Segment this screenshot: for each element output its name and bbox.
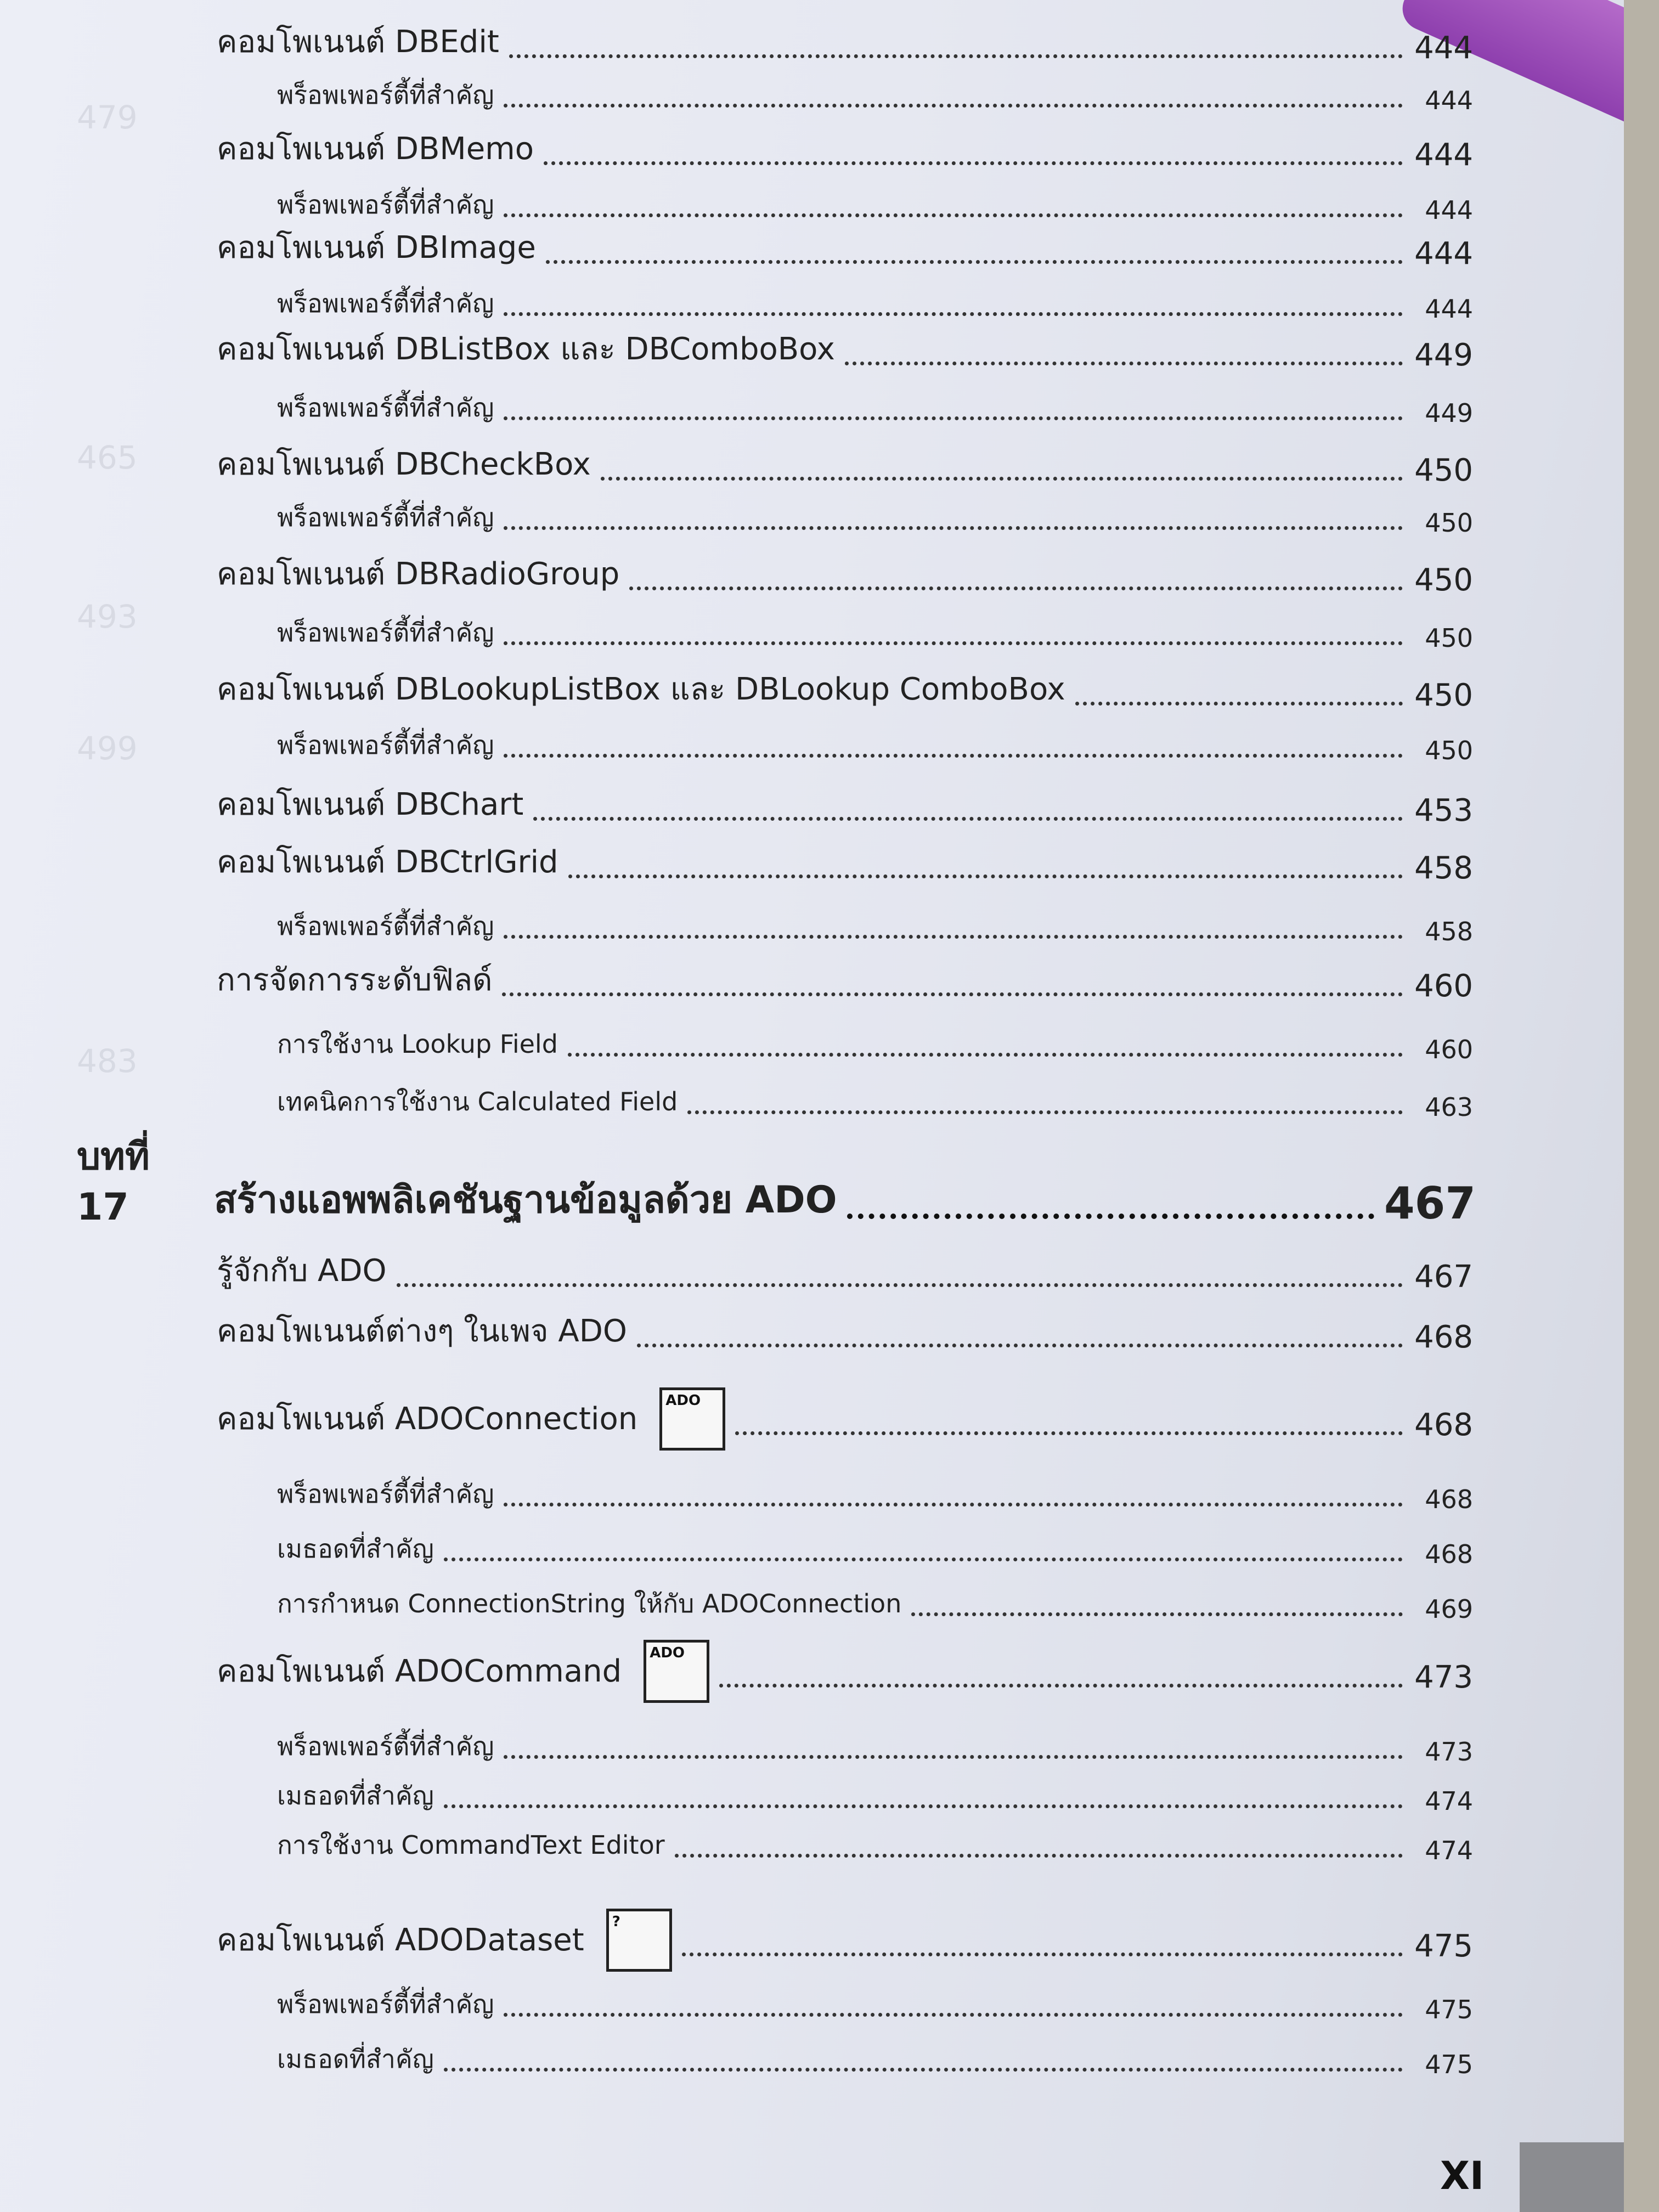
- toc-entry-title: รู้จักกับ ADO: [217, 1253, 387, 1289]
- dot-leader: [504, 312, 1403, 316]
- dot-leader: [502, 992, 1403, 996]
- toc-page-number: 444: [1414, 236, 1473, 272]
- dot-leader: [546, 260, 1403, 264]
- toc-page-number: 473: [1414, 1660, 1473, 1695]
- dot-leader: [845, 362, 1403, 365]
- ado-dataset-icon: [606, 1909, 672, 1972]
- ado-command-icon: [644, 1640, 709, 1703]
- toc-entry: [277, 379, 1473, 428]
- toc-entry-title: คอมโพเนนต์ DBMemo: [217, 131, 534, 167]
- dot-leader: [444, 1804, 1403, 1808]
- toc-entry-title: คอมโพเนนต์ ADOCommand: [217, 1654, 622, 1689]
- toc-entry: [277, 1575, 1473, 1624]
- toc-entry-title: การใช้งาน CommandText Editor: [277, 1830, 665, 1860]
- toc-entry: [217, 664, 1473, 713]
- toc-entry-title: การใช้งาน Lookup Field: [277, 1029, 558, 1059]
- toc-entry: [217, 439, 1473, 488]
- toc-entry: [217, 955, 1473, 1004]
- toc-entry: [217, 1646, 1473, 1695]
- toc-entry: [277, 1717, 1473, 1767]
- dot-leader: [675, 1854, 1403, 1858]
- dot-leader: [504, 641, 1403, 645]
- toc-entry-title: พร็อพเพอร์ตี้ที่สำคัญ: [277, 618, 494, 647]
- ado-connection-icon: [659, 1387, 725, 1451]
- toc-entry: [277, 1975, 1473, 2024]
- toc-entry-title: คอมโพเนนต์ DBRadioGroup: [217, 556, 620, 592]
- toc-entry: [277, 1520, 1473, 1569]
- toc-page-number: 450: [1414, 678, 1473, 713]
- toc-page-number: 474: [1425, 1836, 1473, 1865]
- toc-entry: [217, 779, 1473, 828]
- toc-entry: [217, 222, 1473, 272]
- toc-entry-title: คอมโพเนนต์ต่างๆ ในเพจ ADO: [217, 1313, 627, 1349]
- toc-entry-title: เทคนิคการใช้งาน Calculated Field: [277, 1087, 678, 1116]
- toc-entry-title: คอมโพเนนต์ DBImage: [217, 230, 536, 266]
- dot-leader: [504, 526, 1403, 530]
- dot-leader: [719, 1684, 1403, 1688]
- toc-entry-title: คอมโพเนนต์ DBCtrlGrid: [217, 844, 558, 880]
- icon-label: ?: [612, 1914, 620, 1930]
- toc-entry: [277, 66, 1473, 115]
- ghost-number: 479: [77, 99, 138, 136]
- toc-page-number: 467: [1414, 1259, 1473, 1295]
- ghost-number: 465: [77, 439, 138, 476]
- toc-entry: [277, 488, 1473, 538]
- toc-entry-title: พร็อพเพอร์ตี้ที่สำคัญ: [277, 503, 494, 532]
- dot-leader: [504, 2013, 1403, 2017]
- toc-entry: [217, 1915, 1473, 1964]
- dot-leader: [504, 416, 1403, 420]
- toc-entry: [277, 274, 1473, 324]
- toc-page-number: 468: [1425, 1539, 1473, 1569]
- toc-page-number: 460: [1414, 968, 1473, 1004]
- toc-page-number: 449: [1414, 337, 1473, 373]
- toc-entry-title: คอมโพเนนต์ DBListBox และ DBComboBox: [217, 331, 835, 367]
- dot-leader: [504, 1503, 1403, 1506]
- toc-entry: [217, 324, 1473, 373]
- toc-entry: [277, 716, 1473, 765]
- dot-leader: [629, 586, 1403, 590]
- ghost-number: 499: [77, 730, 138, 767]
- toc-entry-title: คอมโพเนนต์ DBLookupListBox และ DBLookup ComboBox: [217, 672, 1065, 707]
- toc-page-number: 444: [1425, 195, 1473, 225]
- toc-entry-title: คอมโพเนนต์ DBChart: [217, 787, 524, 822]
- dot-leader: [544, 161, 1403, 165]
- toc-page-number: 453: [1414, 793, 1473, 828]
- toc-page-number: 463: [1425, 1092, 1473, 1122]
- toc-page-number: 444: [1425, 294, 1473, 324]
- toc-entry-title: คอมโพเนนต์ ADOConnection: [217, 1401, 638, 1437]
- chapter-number: บทที่ 17: [77, 1135, 150, 1229]
- toc-page-number: 475: [1425, 2050, 1473, 2079]
- toc-entry: [277, 897, 1473, 946]
- toc-page-number: 460: [1425, 1035, 1473, 1064]
- toc-page-number: 450: [1414, 562, 1473, 598]
- toc-entry: [277, 176, 1473, 225]
- dot-leader: [568, 874, 1403, 878]
- toc-entry: [217, 549, 1473, 598]
- toc-entry-title: พร็อพเพอร์ตี้ที่สำคัญ: [277, 1731, 494, 1761]
- toc-entry-title: พร็อพเพอร์ตี้ที่สำคัญ: [277, 1479, 494, 1509]
- dot-leader: [911, 1612, 1403, 1616]
- dot-leader: [504, 1755, 1403, 1759]
- toc-page-number: 468: [1425, 1485, 1473, 1514]
- toc-entry: [277, 1073, 1473, 1122]
- dot-leader: [533, 817, 1403, 821]
- toc-entry-title: พร็อพเพอร์ตี้ที่สำคัญ: [277, 289, 494, 318]
- toc-page-number: 450: [1414, 453, 1473, 488]
- toc-entry-title: คอมโพเนนต์ DBCheckBox: [217, 447, 591, 482]
- toc-entry: [277, 1767, 1473, 1816]
- toc-entry-title: การกำหนด ConnectionString ให้กับ ADOConnection: [277, 1589, 902, 1618]
- icon-label: ADO: [665, 1392, 701, 1409]
- toc-page-number: 450: [1425, 736, 1473, 765]
- toc-chapter-row: [77, 1135, 1476, 1229]
- page-number: XI: [1440, 2153, 1485, 2198]
- toc-entry: [277, 603, 1473, 653]
- toc-entry-title: พร็อพเพอร์ตี้ที่สำคัญ: [277, 190, 494, 219]
- dot-leader: [504, 213, 1403, 217]
- dot-leader: [601, 477, 1403, 481]
- toc-page-number: 475: [1414, 1928, 1473, 1964]
- dot-leader: [397, 1283, 1403, 1287]
- toc-entry-title: พร็อพเพอร์ตี้ที่สำคัญ: [277, 80, 494, 110]
- dot-leader: [504, 104, 1403, 108]
- dot-leader: [847, 1214, 1374, 1219]
- toc-entry-title: สร้างแอพพลิเคชันฐานข้อมูลด้วย ADO: [214, 1178, 837, 1222]
- toc-entry: [277, 2030, 1473, 2079]
- toc-entry-title: คอมโพเนนต์ DBEdit: [217, 24, 499, 60]
- toc-page-number: 458: [1414, 850, 1473, 886]
- toc-entry: [217, 1245, 1473, 1295]
- ghost-number: 483: [77, 1042, 138, 1080]
- toc-entry-title: พร็อพเพอร์ตี้ที่สำคัญ: [277, 393, 494, 422]
- toc-page-number: 469: [1425, 1594, 1473, 1624]
- toc-entry: [217, 1306, 1473, 1355]
- toc-page-number: 468: [1414, 1407, 1473, 1443]
- toc-page-number: 474: [1425, 1786, 1473, 1816]
- toc-page-number: 450: [1425, 623, 1473, 653]
- dot-leader: [682, 1953, 1403, 1956]
- dot-leader: [1075, 702, 1403, 706]
- toc-entry-title: การจัดการระดับฟิลด์: [217, 962, 493, 998]
- toc-entry: [277, 1816, 1473, 1865]
- dot-leader: [687, 1110, 1403, 1114]
- dot-leader: [504, 935, 1403, 939]
- toc-entry-title: เมธอดที่สำคัญ: [277, 1534, 434, 1564]
- toc-entry-title: พร็อพเพอร์ตี้ที่สำคัญ: [277, 911, 494, 941]
- icon-label: ADO: [650, 1645, 685, 1661]
- toc-page-number: 450: [1425, 508, 1473, 538]
- toc-page-number: 449: [1425, 398, 1473, 428]
- dot-leader: [637, 1344, 1403, 1347]
- toc-entry: [277, 1465, 1473, 1514]
- toc-page-number: 473: [1425, 1737, 1473, 1767]
- dot-leader: [444, 1558, 1403, 1561]
- toc-page-number: 475: [1425, 1995, 1473, 2024]
- toc-entry-title: พร็อพเพอร์ตี้ที่สำคัญ: [277, 730, 494, 760]
- toc-page-number: 458: [1425, 917, 1473, 946]
- dot-leader: [509, 54, 1403, 58]
- toc-page-number: 444: [1414, 137, 1473, 173]
- toc-entry: [217, 837, 1473, 886]
- toc-entry: [217, 16, 1473, 66]
- toc-page-number: 444: [1425, 86, 1473, 115]
- footer-tab: [1520, 2142, 1624, 2212]
- toc-entry-title: พร็อพเพอร์ตี้ที่สำคัญ: [277, 1989, 494, 2019]
- ghost-number: 493: [77, 598, 138, 635]
- toc-entry-title: เมธอดที่สำคัญ: [277, 1781, 434, 1810]
- toc-page-number: 444: [1414, 30, 1473, 66]
- toc-entry: [217, 1393, 1473, 1443]
- toc-entry-title: คอมโพเนนต์ ADODataset: [217, 1922, 584, 1958]
- toc-entry: [217, 123, 1473, 173]
- dot-leader: [568, 1053, 1403, 1057]
- toc-page-number: 468: [1414, 1319, 1473, 1355]
- toc-entry-title: เมธอดที่สำคัญ: [277, 2044, 434, 2074]
- toc-page-number: 467: [1384, 1178, 1476, 1229]
- dot-leader: [735, 1431, 1403, 1435]
- dot-leader: [504, 754, 1403, 758]
- toc-entry: [277, 1015, 1473, 1064]
- dot-leader: [444, 2068, 1403, 2072]
